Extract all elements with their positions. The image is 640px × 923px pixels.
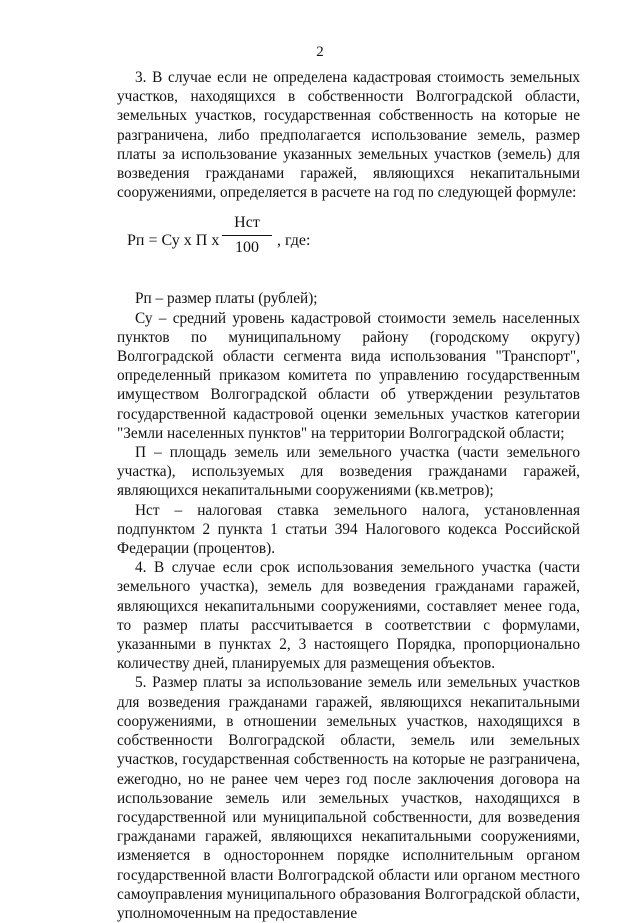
formula-numerator: Нст	[234, 214, 260, 232]
payment-formula	[117, 209, 580, 271]
fraction-bar	[222, 235, 272, 236]
formula-denominator: 100	[235, 239, 259, 257]
paragraph-5: 5. Размер платы за использование земель или земельных участков для возведения гражданами гаражей, являющихся некапитальными сооружениями, в отношении земельных участков, находящихся в собственности Волгоградской области, земель или земельных участков, государственная собственность на которые не разграничена, ежегодно, но не ранее чем через год после заключения договора на использование земель или земельных участков, находящихся в государственной или муниципальной собственности, для возведения гражданами гаражей, являющихся некапитальными сооружениями, изменяется в одностороннем порядке исполнительным органом государственной власти Волгоградской области или органом местного самоуправления муниципального образования Волгоградской области, уполномоченным на предоставление	[117, 674, 580, 922]
formula-suffix: , где:	[277, 232, 311, 250]
definition-p: П – площадь земель или земельного участка (части земельного участка), используемых для возведения гражданами гаражей, являющихся некапитальными сооружениями (кв.метров);	[117, 444, 580, 500]
paragraph-3: 3. В случае если не определена кадастровая стоимость земельных участков, находящихся в собственности Волгоградской области, земельных участков, государственная собственность на которые не разграничена, либо предполагается использование земель, размер платы за использование указанных земельных участков (земель) для возведения гражданами гаражей, являющихся некапитальными сооружениями, определяется в расчете на год по следующей формуле:	[117, 69, 580, 202]
formula-fraction	[222, 213, 272, 258]
spacer	[117, 281, 580, 289]
definition-su: Су – средний уровень кадастровой стоимости земель населенных пунктов по муниципальному району (городскому округу) Волгоградской области сегмента вида использования "Транспорт", определенный приказом комитета по управлению государственным имуществом Волгоградской области об утверждении результатов государственной кадастровой оценки земельных участков категории "Земли населенных пунктов" на территории Волгоградской области;	[117, 309, 580, 442]
document-body	[117, 68, 580, 923]
formula-lhs: Рп = Су x П x	[127, 232, 220, 250]
definition-rp: Рп – размер платы (рублей);	[135, 290, 318, 308]
definition-nst: Нст – налоговая ставка земельного налога, установленная подпунктом 2 пункта 1 статьи 394 Налогового кодекса Российской Федерации (процентов).	[117, 501, 580, 558]
paragraph-4: 4. В случае если срок использования земельного участка (части земельного участка), земель для возведения гражданами гаражей, являющихся некапитальными сооружениями, составляет менее года, то размер платы рассчитывается в соответствии с формулами, указанными в пунктах 2, 3 настоящего Порядка, пропорционально количеству дней, планируемых для размещения объектов.	[117, 559, 580, 673]
page-number: 2	[316, 44, 324, 60]
